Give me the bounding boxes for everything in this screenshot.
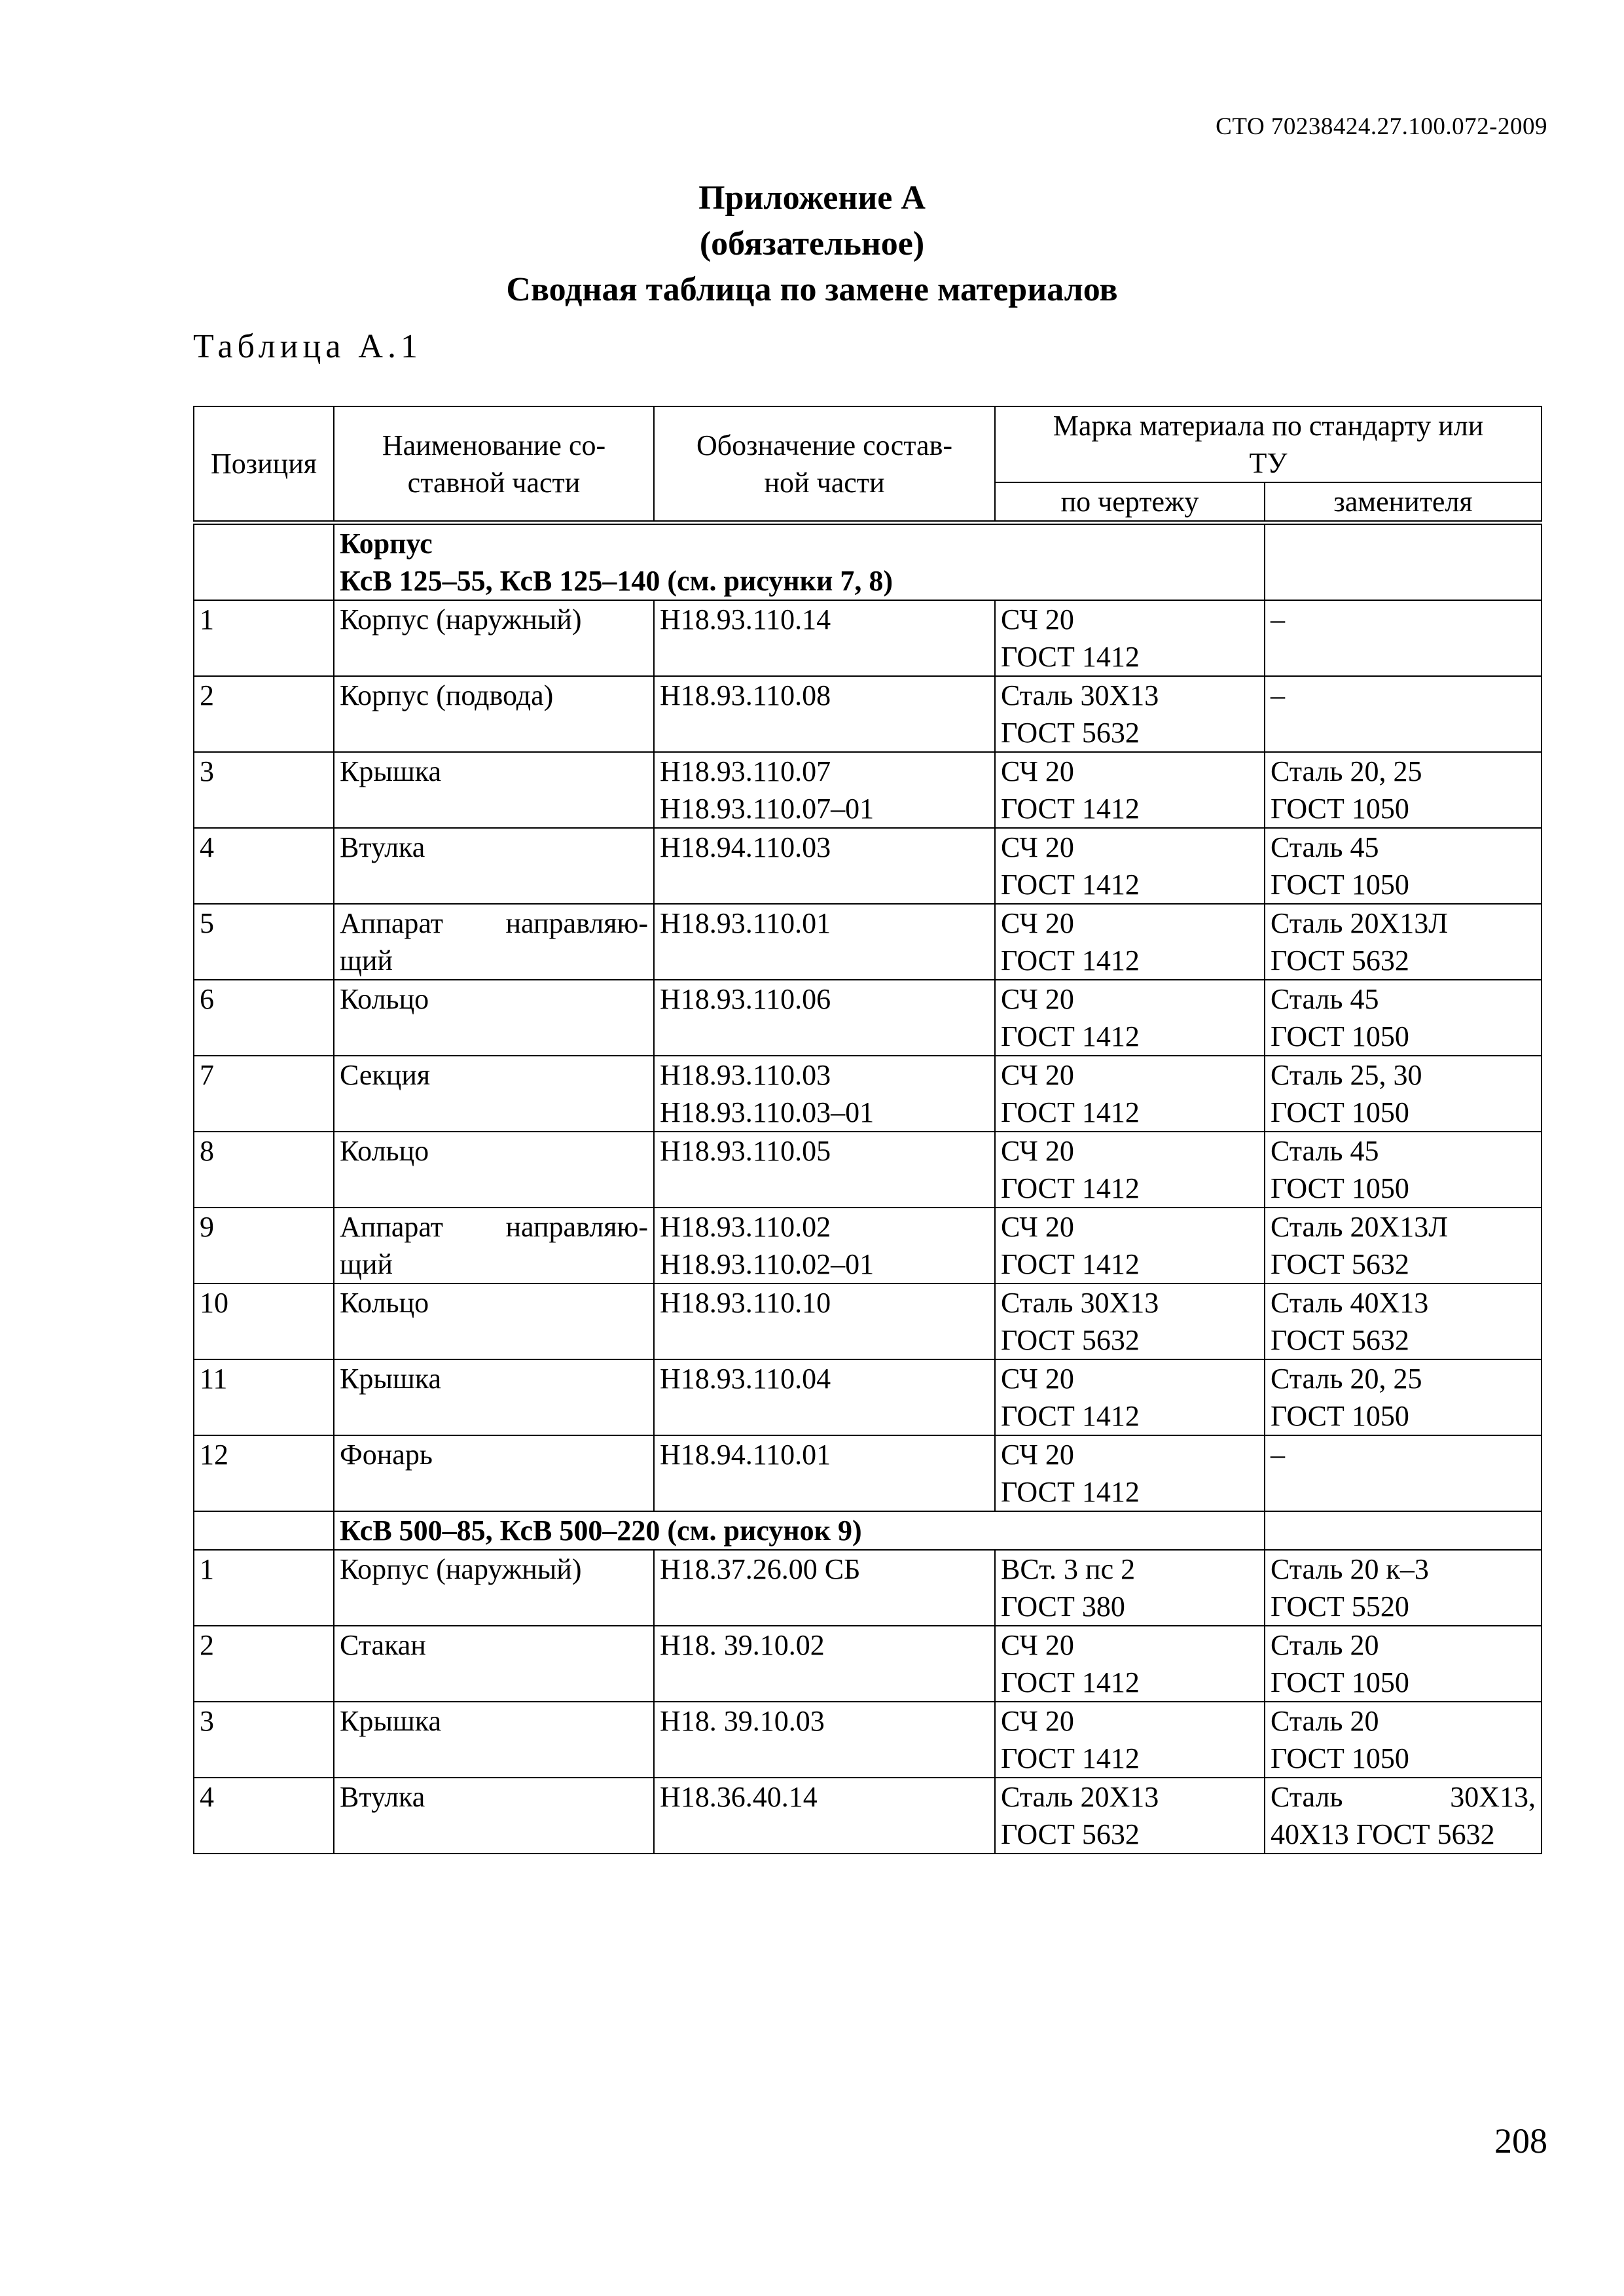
cell-material-substitute-line: ГОСТ 1050	[1271, 793, 1409, 825]
cell-material-by-drawing	[995, 980, 1265, 1056]
cell-component-name-line: щий	[340, 1248, 393, 1280]
table-row	[194, 676, 1542, 752]
cell-material-substitute	[1265, 1550, 1542, 1626]
cell-material-by-drawing	[995, 1435, 1265, 1511]
cell-material-substitute-line: –	[1271, 603, 1285, 636]
cell-component-name-line: Кольцо	[340, 1287, 429, 1319]
cell-component-name	[334, 1283, 654, 1359]
table-row	[194, 904, 1542, 980]
cell-component-name	[334, 600, 654, 676]
cell-designation-line: Н18.93.110.08	[660, 679, 831, 711]
cell-component-name	[334, 1056, 654, 1132]
section-row	[194, 523, 1542, 601]
cell-designation	[654, 1208, 995, 1283]
cell-component-name-line: Кольцо	[340, 1135, 429, 1167]
cell-material-by-drawing-line: СЧ 20	[1001, 983, 1074, 1015]
cell-material-by-drawing-line: Сталь 30Х13	[1001, 1287, 1159, 1319]
cell-designation-line: Н18.93.110.04	[660, 1363, 831, 1395]
cell-component-name-line: Втулка	[340, 1781, 425, 1813]
cell-designation	[654, 1550, 995, 1626]
cell-material-substitute-line: Сталь 25, 30	[1271, 1059, 1422, 1091]
table-row	[194, 1283, 1542, 1359]
cell-material-by-drawing-line: СЧ 20	[1001, 1439, 1074, 1471]
table-row	[194, 1359, 1542, 1435]
cell-designation	[654, 600, 995, 676]
cell-position: 9	[194, 1208, 334, 1283]
table-row	[194, 1626, 1542, 1702]
cell-material-substitute	[1265, 1702, 1542, 1778]
cell-component-name	[334, 1359, 654, 1435]
cell-material-by-drawing	[995, 676, 1265, 752]
cell-material-substitute	[1265, 1056, 1542, 1132]
cell-material-substitute-line: Сталь 20, 25	[1271, 1363, 1422, 1395]
cell-component-name	[334, 752, 654, 828]
document-code: СТО 70238424.27.100.072-2009	[1216, 113, 1547, 140]
section-substitute-cell	[1265, 1511, 1542, 1550]
cell-component-name-line: Кольцо	[340, 983, 429, 1015]
section-title-line: КсВ 125–55, КсВ 125–140 (см. рисунки 7, 8)	[340, 565, 893, 597]
cell-position: 5	[194, 904, 334, 980]
cell-material-substitute-line: –	[1271, 679, 1285, 711]
cell-designation-line: Н18.93.110.05	[660, 1135, 831, 1167]
cell-material-substitute-line: ГОСТ 5632	[1271, 1324, 1409, 1356]
cell-material-by-drawing-line: СЧ 20	[1001, 907, 1074, 939]
cell-component-name	[334, 1208, 654, 1283]
appendix-title: Приложение А	[698, 179, 926, 217]
cell-material-by-drawing-line: СЧ 20	[1001, 603, 1074, 636]
table-row	[194, 600, 1542, 676]
cell-material-by-drawing	[995, 1283, 1265, 1359]
cell-material-substitute	[1265, 904, 1542, 980]
cell-material-substitute-line: Сталь 20	[1271, 1629, 1379, 1661]
cell-material-substitute-line: ГОСТ 1050	[1271, 1742, 1409, 1774]
cell-material-by-drawing-line: ГОСТ 1412	[1001, 1742, 1140, 1774]
cell-material-substitute-line: –	[1271, 1439, 1285, 1471]
cell-position: 10	[194, 1283, 334, 1359]
cell-designation	[654, 904, 995, 980]
cell-material-by-drawing-line: ГОСТ 380	[1001, 1590, 1125, 1623]
cell-material-by-drawing	[995, 1056, 1265, 1132]
cell-designation	[654, 1283, 995, 1359]
cell-material-by-drawing-line: ГОСТ 1412	[1001, 1020, 1140, 1052]
cell-material-by-drawing-line: ГОСТ 1412	[1001, 793, 1140, 825]
cell-material-by-drawing	[995, 1359, 1265, 1435]
cell-material-substitute	[1265, 1132, 1542, 1208]
table-row	[194, 1132, 1542, 1208]
cell-component-name	[334, 676, 654, 752]
cell-position: 2	[194, 1626, 334, 1702]
cell-position: 2	[194, 676, 334, 752]
cell-material-by-drawing-line: ГОСТ 1412	[1001, 1096, 1140, 1128]
section-title-line: КсВ 500–85, КсВ 500–220 (см. рисунок 9)	[340, 1515, 862, 1547]
cell-material-by-drawing-line: СЧ 20	[1001, 1211, 1074, 1243]
cell-material-substitute-line: Сталь 20Х13Л	[1271, 1211, 1449, 1243]
cell-material-by-drawing-line: СЧ 20	[1001, 1363, 1074, 1395]
section-position-cell	[194, 1511, 334, 1550]
table-row	[194, 828, 1542, 904]
cell-material-substitute-line: ГОСТ 1050	[1271, 1172, 1409, 1204]
cell-material-by-drawing	[995, 1778, 1265, 1854]
header-designation-line2: ной части	[764, 466, 885, 499]
table-row	[194, 1435, 1542, 1511]
table-row	[194, 752, 1542, 828]
cell-material-substitute	[1265, 828, 1542, 904]
cell-material-by-drawing	[995, 1550, 1265, 1626]
header-designation-line1: Обозначение состав-	[696, 429, 952, 461]
table-row	[194, 1056, 1542, 1132]
cell-component-name-line: Секция	[340, 1059, 431, 1091]
cell-designation-line: Н18.93.110.02–01	[660, 1248, 875, 1280]
cell-material-substitute-line: ГОСТ 5520	[1271, 1590, 1409, 1623]
section-position-cell	[194, 523, 334, 601]
cell-material-substitute	[1265, 1283, 1542, 1359]
materials-table	[193, 406, 1542, 1854]
cell-material-substitute-line: ГОСТ 1050	[1271, 1666, 1409, 1698]
cell-position: 1	[194, 600, 334, 676]
table-row	[194, 1208, 1542, 1283]
cell-component-name	[334, 904, 654, 980]
cell-designation-line: Н18.94.110.01	[660, 1439, 831, 1471]
header-material-grade	[995, 406, 1542, 482]
section-title-line: Корпус	[340, 528, 433, 560]
cell-position: 4	[194, 828, 334, 904]
cell-designation	[654, 676, 995, 752]
table-row	[194, 980, 1542, 1056]
header-position: Позиция	[194, 406, 334, 523]
section-row	[194, 1511, 1542, 1550]
cell-material-by-drawing-line: ГОСТ 1412	[1001, 1476, 1140, 1508]
cell-material-substitute-line: 40Х13 ГОСТ 5632	[1271, 1818, 1495, 1850]
cell-material-by-drawing-line: ГОСТ 1412	[1001, 641, 1140, 673]
cell-designation	[654, 1359, 995, 1435]
cell-material-substitute-line: Сталь 45	[1271, 1135, 1379, 1167]
cell-designation-line: Н18.93.110.07	[660, 755, 831, 787]
cell-designation	[654, 1626, 995, 1702]
cell-designation	[654, 1778, 995, 1854]
cell-material-substitute-line: Сталь 30Х13,	[1271, 1781, 1536, 1813]
cell-component-name	[334, 1550, 654, 1626]
cell-designation	[654, 828, 995, 904]
cell-material-substitute	[1265, 600, 1542, 676]
cell-component-name	[334, 1435, 654, 1511]
cell-material-substitute-line: ГОСТ 1050	[1271, 1020, 1409, 1052]
table-row	[194, 1702, 1542, 1778]
cell-material-by-drawing	[995, 1208, 1265, 1283]
cell-material-substitute	[1265, 752, 1542, 828]
appendix-heading	[0, 175, 1624, 313]
cell-material-substitute	[1265, 1359, 1542, 1435]
cell-component-name-line: Крышка	[340, 1363, 442, 1395]
cell-material-substitute	[1265, 1208, 1542, 1283]
cell-material-by-drawing-line: ГОСТ 1412	[1001, 1400, 1140, 1432]
cell-designation-line: Н18.93.110.03	[660, 1059, 831, 1091]
cell-material-substitute-line: Сталь 20 к–3	[1271, 1553, 1429, 1585]
cell-material-by-drawing-line: ГОСТ 1412	[1001, 869, 1140, 901]
cell-material-by-drawing-line: СЧ 20	[1001, 755, 1074, 787]
cell-component-name-line: Корпус (наружный)	[340, 603, 582, 636]
cell-designation-line: Н18.36.40.14	[660, 1781, 818, 1813]
section-title	[334, 523, 1265, 601]
cell-designation-line: Н18.93.110.06	[660, 983, 831, 1015]
cell-component-name-line: Фонарь	[340, 1439, 433, 1471]
cell-material-by-drawing-line: ГОСТ 5632	[1001, 717, 1140, 749]
header-component-name	[334, 406, 654, 523]
cell-material-by-drawing	[995, 752, 1265, 828]
cell-material-by-drawing-line: Сталь 20Х13	[1001, 1781, 1159, 1813]
cell-material-by-drawing-line: ГОСТ 1412	[1001, 1666, 1140, 1698]
cell-component-name	[334, 980, 654, 1056]
cell-component-name	[334, 1132, 654, 1208]
header-name-line2: ставной части	[407, 466, 581, 499]
cell-designation	[654, 1056, 995, 1132]
cell-material-by-drawing-line: ВСт. 3 пс 2	[1001, 1553, 1136, 1585]
header-material-line2: ТУ	[1249, 447, 1288, 479]
cell-designation	[654, 980, 995, 1056]
cell-material-substitute-line: Сталь 20Х13Л	[1271, 907, 1449, 939]
cell-position: 4	[194, 1778, 334, 1854]
cell-position: 3	[194, 1702, 334, 1778]
header-designation	[654, 406, 995, 523]
section-title	[334, 1511, 1265, 1550]
cell-component-name-line: Аппарат направляю-	[340, 1211, 648, 1243]
cell-material-by-drawing	[995, 904, 1265, 980]
cell-material-substitute-line: Сталь 20	[1271, 1705, 1379, 1737]
cell-position: 3	[194, 752, 334, 828]
cell-designation-line: Н18. 39.10.03	[660, 1705, 825, 1737]
cell-position: 6	[194, 980, 334, 1056]
cell-material-by-drawing-line: ГОСТ 5632	[1001, 1324, 1140, 1356]
cell-material-substitute	[1265, 980, 1542, 1056]
cell-component-name-line: Крышка	[340, 755, 442, 787]
cell-material-by-drawing-line: СЧ 20	[1001, 831, 1074, 863]
cell-material-substitute	[1265, 676, 1542, 752]
cell-material-substitute-line: Сталь 20, 25	[1271, 755, 1422, 787]
cell-material-substitute-line: ГОСТ 1050	[1271, 1096, 1409, 1128]
cell-material-by-drawing-line: СЧ 20	[1001, 1705, 1074, 1737]
cell-material-by-drawing-line: СЧ 20	[1001, 1059, 1074, 1091]
cell-material-substitute	[1265, 1626, 1542, 1702]
section-substitute-cell	[1265, 523, 1542, 601]
cell-component-name-line: Крышка	[340, 1705, 442, 1737]
cell-component-name	[334, 1778, 654, 1854]
cell-position: 11	[194, 1359, 334, 1435]
cell-designation-line: Н18.93.110.10	[660, 1287, 831, 1319]
cell-material-by-drawing	[995, 1702, 1265, 1778]
cell-designation-line: Н18.93.110.03–01	[660, 1096, 875, 1128]
cell-designation-line: Н18.94.110.03	[660, 831, 831, 863]
cell-material-substitute	[1265, 1778, 1542, 1854]
cell-material-by-drawing	[995, 1626, 1265, 1702]
cell-material-substitute-line: Сталь 45	[1271, 831, 1379, 863]
cell-position: 8	[194, 1132, 334, 1208]
cell-material-by-drawing-line: СЧ 20	[1001, 1135, 1074, 1167]
table-row	[194, 1778, 1542, 1854]
cell-material-by-drawing-line: Сталь 30Х13	[1001, 679, 1159, 711]
cell-component-name	[334, 1702, 654, 1778]
cell-material-substitute-line: ГОСТ 5632	[1271, 944, 1409, 977]
cell-material-substitute-line: Сталь 40Х13	[1271, 1287, 1429, 1319]
cell-designation-line: Н18.93.110.07–01	[660, 793, 875, 825]
cell-position: 12	[194, 1435, 334, 1511]
cell-material-by-drawing-line: ГОСТ 1412	[1001, 1172, 1140, 1204]
cell-material-substitute-line: Сталь 45	[1271, 983, 1379, 1015]
cell-component-name-line: щий	[340, 944, 393, 977]
cell-component-name-line: Корпус (подвода)	[340, 679, 554, 711]
cell-material-by-drawing-line: ГОСТ 1412	[1001, 944, 1140, 977]
cell-component-name-line: Корпус (наружный)	[340, 1553, 582, 1585]
cell-designation-line: Н18. 39.10.02	[660, 1629, 825, 1661]
cell-designation	[654, 1435, 995, 1511]
header-by-drawing: по чертежу	[995, 482, 1265, 523]
cell-material-by-drawing	[995, 600, 1265, 676]
table-caption: Таблица А.1	[193, 328, 422, 365]
cell-component-name-line: Втулка	[340, 831, 425, 863]
cell-material-by-drawing-line: ГОСТ 1412	[1001, 1248, 1140, 1280]
cell-material-by-drawing	[995, 828, 1265, 904]
header-substitute: заменителя	[1265, 482, 1542, 523]
cell-designation-line: Н18.37.26.00 СБ	[660, 1553, 861, 1585]
cell-designation-line: Н18.93.110.14	[660, 603, 831, 636]
cell-material-substitute-line: ГОСТ 1050	[1271, 869, 1409, 901]
header-material-line1: Марка материала по стандарту или	[1053, 410, 1484, 442]
appendix-subject: Сводная таблица по замене материалов	[506, 271, 1118, 308]
cell-material-substitute-line: ГОСТ 5632	[1271, 1248, 1409, 1280]
appendix-status: (обязательное)	[699, 225, 925, 262]
cell-position: 1	[194, 1550, 334, 1626]
cell-position: 7	[194, 1056, 334, 1132]
cell-component-name	[334, 1626, 654, 1702]
cell-material-by-drawing-line: СЧ 20	[1001, 1629, 1074, 1661]
cell-material-by-drawing-line: ГОСТ 5632	[1001, 1818, 1140, 1850]
cell-component-name	[334, 828, 654, 904]
cell-material-substitute	[1265, 1435, 1542, 1511]
cell-designation-line: Н18.93.110.02	[660, 1211, 831, 1243]
cell-material-substitute-line: ГОСТ 1050	[1271, 1400, 1409, 1432]
table-row	[194, 1550, 1542, 1626]
cell-designation	[654, 1132, 995, 1208]
cell-component-name-line: Стакан	[340, 1629, 426, 1661]
cell-component-name-line: Аппарат направляю-	[340, 907, 648, 939]
header-name-line1: Наименование со-	[382, 429, 606, 461]
table-body	[194, 523, 1542, 1854]
cell-designation-line: Н18.93.110.01	[660, 907, 831, 939]
cell-designation	[654, 752, 995, 828]
page-number: 208	[1494, 2121, 1547, 2161]
cell-designation	[654, 1702, 995, 1778]
cell-material-by-drawing	[995, 1132, 1265, 1208]
